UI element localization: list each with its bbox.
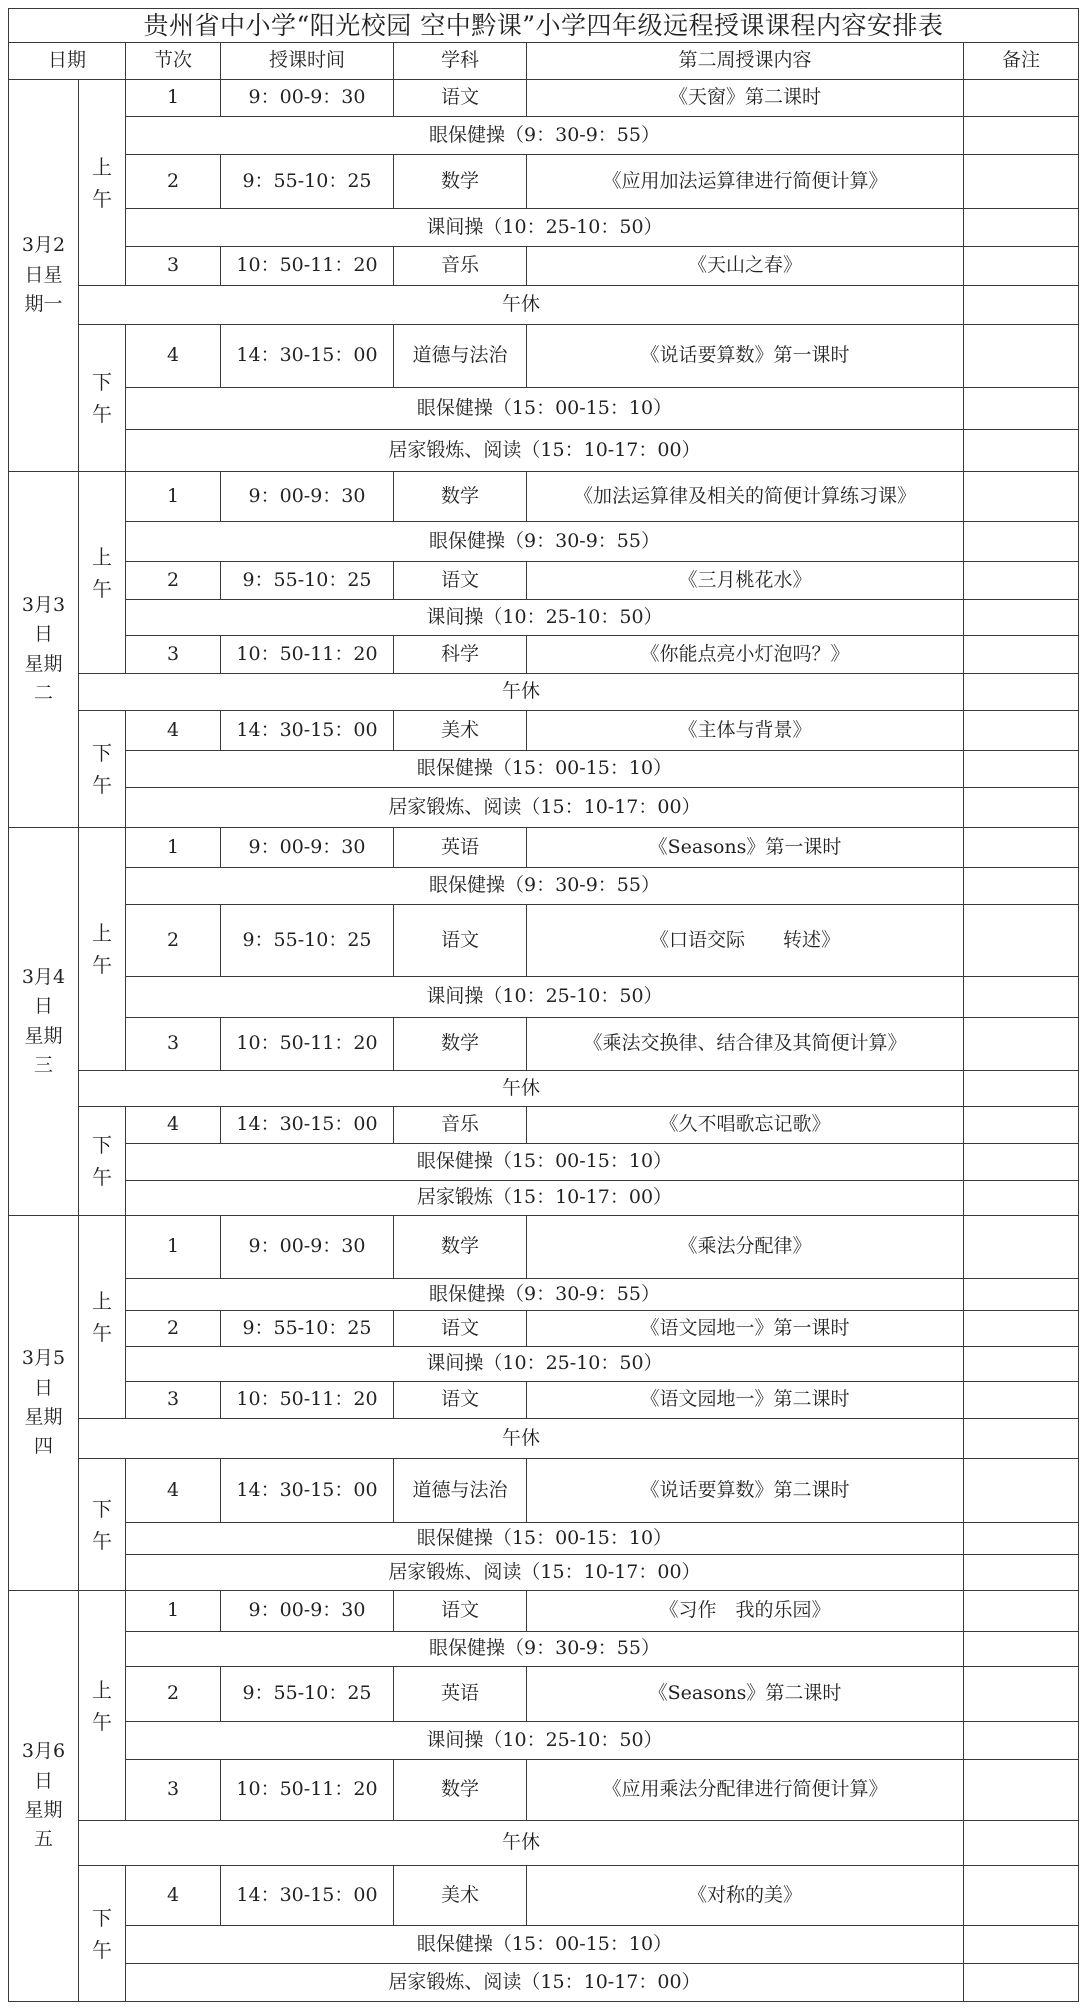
- remark-cell: [964, 674, 1079, 711]
- remark-cell: [964, 1419, 1079, 1459]
- remark-cell: [964, 1107, 1079, 1144]
- period-cell: 3: [126, 1760, 221, 1821]
- break-cell: 眼保健操（15：00-15：10）: [126, 1926, 964, 1964]
- table-row: [9, 1821, 1079, 1866]
- morning-label: [79, 80, 126, 286]
- content-cell: 《Seasons》第一课时: [527, 828, 964, 868]
- table-row: [9, 1632, 1079, 1667]
- afternoon-label: [79, 711, 126, 828]
- morning-label: [79, 828, 126, 1071]
- table-row: [9, 1523, 1079, 1555]
- remark-cell: [964, 286, 1079, 325]
- morning-label-text: 上午: [92, 1677, 112, 1734]
- period-cell: 1: [126, 1216, 221, 1279]
- remark-cell: [964, 1279, 1079, 1311]
- table-row: [9, 562, 1079, 600]
- remark-cell: [964, 636, 1079, 674]
- date-line: 日星: [24, 263, 63, 286]
- content-cell: 《对称的美》: [527, 1866, 964, 1926]
- morning-label: [79, 472, 126, 674]
- subject-cell: 美术: [394, 1866, 527, 1926]
- period-cell: 4: [126, 1459, 221, 1523]
- time-cell: 9：00-9：30: [221, 1216, 394, 1279]
- break-cell: 居家锻炼、阅读（15：10-17：00）: [126, 1964, 964, 2002]
- date-line: 四: [33, 1435, 53, 1458]
- subject-cell: 数学: [394, 472, 527, 522]
- date-cell: [9, 80, 79, 472]
- table-row: [9, 1107, 1079, 1144]
- table-row: [9, 430, 1079, 472]
- content-cell: 《应用乘法分配律进行简便计算》: [527, 1760, 964, 1821]
- table-row: [9, 1279, 1079, 1311]
- header-date: 日期: [9, 43, 126, 80]
- subject-cell: 音乐: [394, 1107, 527, 1144]
- time-cell: 9：55-10：25: [221, 1667, 394, 1722]
- remark-cell: [964, 751, 1079, 788]
- subject-cell: 数学: [394, 1018, 527, 1071]
- header-remark: 备注: [964, 43, 1079, 80]
- remark-cell: [964, 1382, 1079, 1419]
- period-cell: 1: [126, 472, 221, 522]
- table-row: [9, 636, 1079, 674]
- date-line: 日: [33, 995, 53, 1018]
- time-cell: 9：00-9：30: [221, 472, 394, 522]
- table-row: [9, 1591, 1079, 1632]
- table-row: [9, 209, 1079, 247]
- table-row: [9, 1144, 1079, 1181]
- remark-cell: [964, 1667, 1079, 1722]
- period-cell: 4: [126, 711, 221, 751]
- time-cell: 10：50-11：20: [221, 1382, 394, 1419]
- remark-cell: [964, 117, 1079, 155]
- remark-cell: [964, 388, 1079, 430]
- date-cell: [9, 472, 79, 828]
- table-row: [9, 1964, 1079, 2002]
- time-cell: 10：50-11：20: [221, 247, 394, 286]
- remark-cell: [964, 522, 1079, 562]
- time-cell: 14：30-15：00: [221, 325, 394, 388]
- remark-cell: [964, 1459, 1079, 1523]
- header-time: 授课时间: [221, 43, 394, 80]
- subject-cell: 数学: [394, 1216, 527, 1279]
- subject-cell: 语文: [394, 80, 527, 117]
- remark-cell: [964, 209, 1079, 247]
- subject-cell: 科学: [394, 636, 527, 674]
- table-row: [9, 1071, 1079, 1107]
- table-row: [9, 1216, 1079, 1279]
- time-cell: 9：55-10：25: [221, 905, 394, 977]
- schedule-table: [8, 8, 1079, 2002]
- subject-cell: 英语: [394, 828, 527, 868]
- remark-cell: [964, 868, 1079, 905]
- afternoon-label: [79, 1866, 126, 2002]
- table-row: [9, 388, 1079, 430]
- morning-label: [79, 1216, 126, 1419]
- time-cell: 14：30-15：00: [221, 1866, 394, 1926]
- content-cell: 《语文园地一》第一课时: [527, 1311, 964, 1347]
- remark-cell: [964, 1071, 1079, 1107]
- remark-cell: [964, 1018, 1079, 1071]
- remark-cell: [964, 562, 1079, 600]
- remark-cell: [964, 1760, 1079, 1821]
- morning-label-text: 上午: [92, 1289, 112, 1345]
- break-cell: 眼保健操（9：30-9：55）: [126, 1279, 964, 1311]
- remark-cell: [964, 828, 1079, 868]
- table-row: [9, 80, 1079, 117]
- afternoon-label-text: 下午: [92, 1133, 112, 1189]
- remark-cell: [964, 472, 1079, 522]
- subject-cell: 数学: [394, 1760, 527, 1821]
- break-cell: 居家锻炼、阅读（15：10-17：00）: [126, 1555, 964, 1591]
- time-cell: 14：30-15：00: [221, 1107, 394, 1144]
- subject-cell: 语文: [394, 1311, 527, 1347]
- afternoon-label: [79, 325, 126, 472]
- date-line: 3月6: [21, 1740, 66, 1763]
- break-cell: 眼保健操（9：30-9：55）: [126, 868, 964, 905]
- subject-cell: 语文: [394, 1382, 527, 1419]
- date-line: 日: [33, 623, 53, 646]
- content-cell: 《乘法交换律、结合律及其简便计算》: [527, 1018, 964, 1071]
- content-cell: 《你能点亮小灯泡吗？》: [527, 636, 964, 674]
- period-cell: 4: [126, 1107, 221, 1144]
- time-cell: 10：50-11：20: [221, 1018, 394, 1071]
- date-cell: [9, 1591, 79, 2002]
- break-cell: 课间操（10：25-10：50）: [126, 977, 964, 1018]
- subject-cell: 美术: [394, 711, 527, 751]
- date-line: 3月4: [21, 965, 66, 988]
- table-row: [9, 1018, 1079, 1071]
- remark-cell: [964, 711, 1079, 751]
- date-line: 期一: [24, 293, 63, 316]
- break-cell: 课间操（10：25-10：50）: [126, 209, 964, 247]
- table-row: [9, 868, 1079, 905]
- content-cell: 《口语交际 转述》: [527, 905, 964, 977]
- remark-cell: [964, 1144, 1079, 1181]
- time-cell: 14：30-15：00: [221, 1459, 394, 1523]
- break-cell: 眼保健操（9：30-9：55）: [126, 117, 964, 155]
- time-cell: 9：00-9：30: [221, 1591, 394, 1632]
- period-cell: 2: [126, 905, 221, 977]
- remark-cell: [964, 1722, 1079, 1760]
- table-row: [9, 325, 1079, 388]
- period-cell: 2: [126, 562, 221, 600]
- date-line: 五: [33, 1828, 53, 1851]
- morning-label-text: 上午: [92, 544, 112, 601]
- remark-cell: [964, 80, 1079, 117]
- break-cell: 课间操（10：25-10：50）: [126, 1347, 964, 1382]
- date-line: 星期: [24, 1406, 63, 1428]
- morning-label-text: 上午: [92, 154, 112, 211]
- table-row: [9, 1459, 1079, 1523]
- table-row: [9, 1926, 1079, 1964]
- table-row: [9, 977, 1079, 1018]
- date-line: 3月2: [21, 234, 66, 257]
- break-cell: 眼保健操（15：00-15：10）: [126, 388, 964, 430]
- remark-cell: [964, 600, 1079, 636]
- content-cell: 《加法运算律及相关的简便计算练习课》: [527, 472, 964, 522]
- content-cell: 《习作 我的乐园》: [527, 1591, 964, 1632]
- content-cell: 《说话要算数》第一课时: [527, 325, 964, 388]
- header-content: 第二周授课内容: [527, 43, 964, 80]
- date-line: 二: [33, 681, 53, 704]
- table-row: [9, 117, 1079, 155]
- remark-cell: [964, 905, 1079, 977]
- afternoon-label-text: 下午: [92, 1496, 112, 1553]
- lunch-cell: 午休: [79, 286, 964, 325]
- remark-cell: [964, 977, 1079, 1018]
- time-cell: 14：30-15：00: [221, 711, 394, 751]
- table-row: [9, 247, 1079, 286]
- header-period: 节次: [126, 43, 221, 80]
- period-cell: 3: [126, 636, 221, 674]
- break-cell: 眼保健操（9：30-9：55）: [126, 1632, 964, 1667]
- time-cell: 10：50-11：20: [221, 636, 394, 674]
- period-cell: 4: [126, 325, 221, 388]
- content-cell: 《说话要算数》第二课时: [527, 1459, 964, 1523]
- morning-label: [79, 1591, 126, 1821]
- table-row: [9, 472, 1079, 522]
- date-cell: [9, 828, 79, 1216]
- period-cell: 1: [126, 80, 221, 117]
- afternoon-label: [79, 1107, 126, 1216]
- period-cell: 1: [126, 828, 221, 868]
- time-cell: 9：55-10：25: [221, 155, 394, 209]
- break-cell: 眼保健操（9：30-9：55）: [126, 522, 964, 562]
- table-row: [9, 1382, 1079, 1419]
- lunch-cell: 午休: [79, 674, 964, 711]
- table-row: [9, 1181, 1079, 1216]
- period-cell: 2: [126, 1667, 221, 1722]
- table-row: [9, 1760, 1079, 1821]
- remark-cell: [964, 1866, 1079, 1926]
- time-cell: 10：50-11：20: [221, 1760, 394, 1821]
- table-row: [9, 788, 1079, 828]
- table-row: [9, 711, 1079, 751]
- remark-cell: [964, 1181, 1079, 1216]
- period-cell: 3: [126, 247, 221, 286]
- remark-cell: [964, 1216, 1079, 1279]
- afternoon-label-text: 下午: [92, 370, 112, 426]
- date-line: 日: [33, 1376, 53, 1399]
- subject-cell: 英语: [394, 1667, 527, 1722]
- header-subject: 学科: [394, 43, 527, 80]
- remark-cell: [964, 430, 1079, 472]
- date-line: 3月3: [21, 593, 66, 616]
- break-cell: 课间操（10：25-10：50）: [126, 1722, 964, 1760]
- date-line: 星期: [24, 1024, 63, 1047]
- table-row: [9, 286, 1079, 325]
- remark-cell: [964, 1632, 1079, 1667]
- date-line: 星期: [24, 652, 63, 675]
- content-cell: 《天窗》第二课时: [527, 80, 964, 117]
- remark-cell: [964, 1821, 1079, 1866]
- afternoon-label-text: 下午: [92, 741, 112, 797]
- afternoon-label-text: 下午: [92, 1905, 112, 1962]
- remark-cell: [964, 1964, 1079, 2002]
- date-line: 三: [33, 1053, 53, 1076]
- break-cell: 居家锻炼（15：10-17：00）: [126, 1181, 964, 1216]
- remark-cell: [964, 1926, 1079, 1964]
- period-cell: 3: [126, 1018, 221, 1071]
- break-cell: 课间操（10：25-10：50）: [126, 600, 964, 636]
- subject-cell: 语文: [394, 1591, 527, 1632]
- subject-cell: 道德与法治: [394, 1459, 527, 1523]
- afternoon-label: [79, 1459, 126, 1591]
- content-cell: 《Seasons》第二课时: [527, 1667, 964, 1722]
- content-cell: 《乘法分配律》: [527, 1216, 964, 1279]
- date-line: 日: [33, 1769, 53, 1792]
- subject-cell: 道德与法治: [394, 325, 527, 388]
- break-cell: 眼保健操（15：00-15：10）: [126, 1523, 964, 1555]
- time-cell: 9：55-10：25: [221, 1311, 394, 1347]
- lunch-cell: 午休: [79, 1821, 964, 1866]
- subject-cell: 音乐: [394, 247, 527, 286]
- period-cell: 3: [126, 1382, 221, 1419]
- table-row: [9, 905, 1079, 977]
- content-cell: 《三月桃花水》: [527, 562, 964, 600]
- table-row: [9, 600, 1079, 636]
- date-line: 3月5: [21, 1347, 66, 1370]
- remark-cell: [964, 1523, 1079, 1555]
- break-cell: 居家锻炼、阅读（15：10-17：00）: [126, 430, 964, 472]
- table-row: [9, 155, 1079, 209]
- time-cell: 9：00-9：30: [221, 828, 394, 868]
- content-cell: 《久不唱歌忘记歌》: [527, 1107, 964, 1144]
- lunch-cell: 午休: [79, 1071, 964, 1107]
- period-cell: 1: [126, 1591, 221, 1632]
- remark-cell: [964, 1591, 1079, 1632]
- table-title: 贵州省中小学“阳光校园 空中黔课”小学四年级远程授课课程内容安排表: [9, 9, 1079, 43]
- period-cell: 4: [126, 1866, 221, 1926]
- content-cell: 《天山之春》: [527, 247, 964, 286]
- morning-label-text: 上午: [92, 921, 112, 977]
- subject-cell: 语文: [394, 562, 527, 600]
- table-row: [9, 1866, 1079, 1926]
- table-row: [9, 751, 1079, 788]
- content-cell: 《应用加法运算律进行简便计算》: [527, 155, 964, 209]
- date-line: 星期: [24, 1799, 63, 1821]
- subject-cell: 数学: [394, 155, 527, 209]
- table-row: [9, 522, 1079, 562]
- remark-cell: [964, 325, 1079, 388]
- remark-cell: [964, 247, 1079, 286]
- table-row: [9, 1311, 1079, 1347]
- date-cell: [9, 1216, 79, 1591]
- lunch-cell: 午休: [79, 1419, 964, 1459]
- content-cell: 《主体与背景》: [527, 711, 964, 751]
- remark-cell: [964, 1347, 1079, 1382]
- subject-cell: 语文: [394, 905, 527, 977]
- table-row: [9, 1419, 1079, 1459]
- remark-cell: [964, 1555, 1079, 1591]
- break-cell: 眼保健操（15：00-15：10）: [126, 1144, 964, 1181]
- break-cell: 眼保健操（15：00-15：10）: [126, 751, 964, 788]
- table-row: [9, 1555, 1079, 1591]
- period-cell: 2: [126, 1311, 221, 1347]
- content-cell: 《语文园地一》第二课时: [527, 1382, 964, 1419]
- time-cell: 9：00-9：30: [221, 80, 394, 117]
- break-cell: 居家锻炼、阅读（15：10-17：00）: [126, 788, 964, 828]
- table-row: [9, 1667, 1079, 1722]
- table-row: [9, 828, 1079, 868]
- time-cell: 9：55-10：25: [221, 562, 394, 600]
- table-row: [9, 1722, 1079, 1760]
- table-row: [9, 1347, 1079, 1382]
- remark-cell: [964, 155, 1079, 209]
- table-row: [9, 674, 1079, 711]
- remark-cell: [964, 788, 1079, 828]
- remark-cell: [964, 1311, 1079, 1347]
- period-cell: 2: [126, 155, 221, 209]
